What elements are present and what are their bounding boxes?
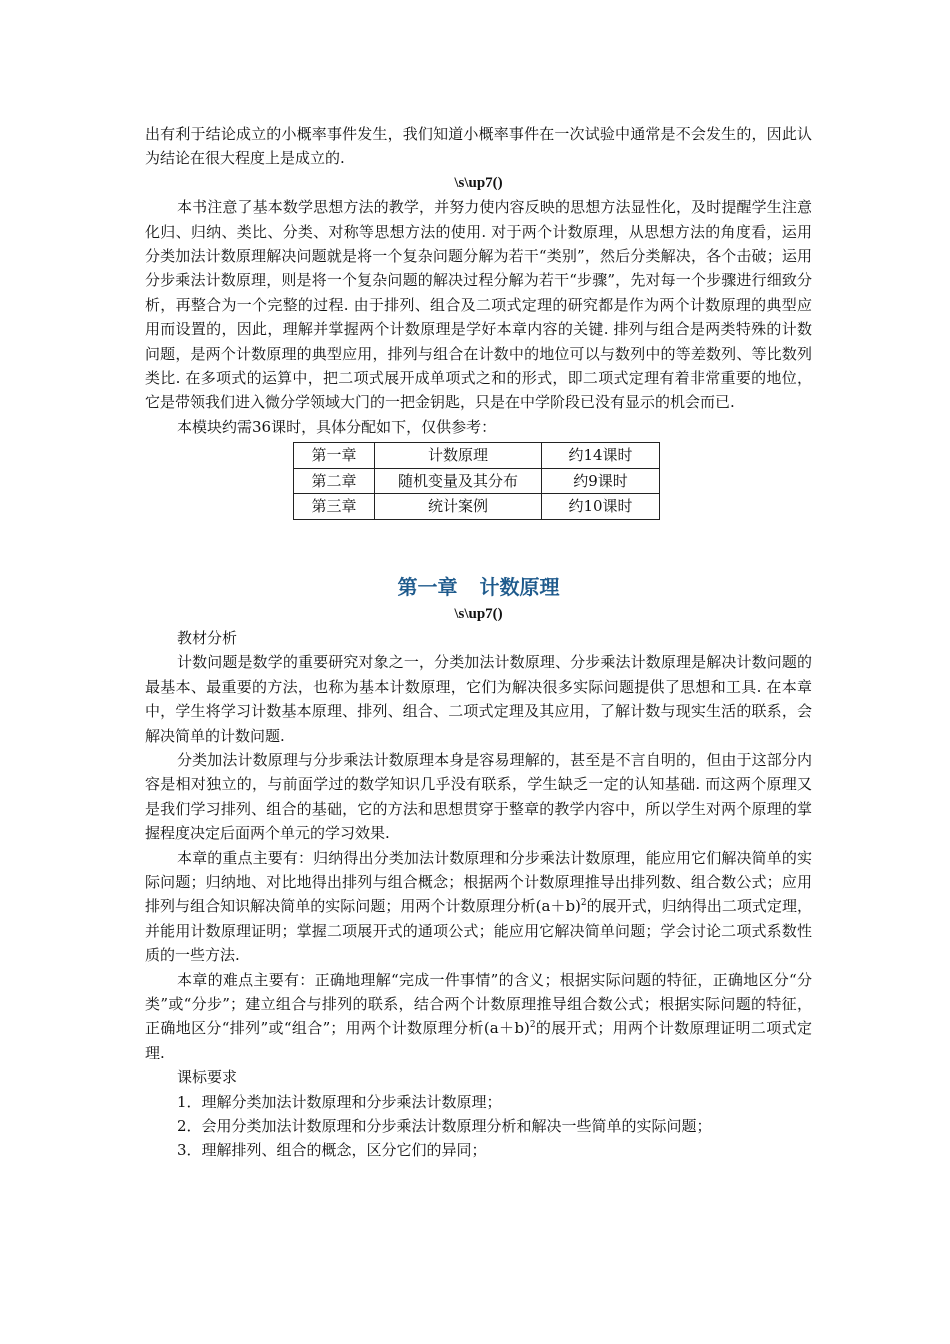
- document-body: [145, 122, 812, 1163]
- table-row: [294, 494, 660, 519]
- chapter-number: 第一章: [397, 574, 458, 599]
- table-row: [294, 468, 660, 493]
- table-cell: 统计案例: [375, 494, 542, 519]
- text-run: 本章的难点主要有：正确地理解“完成一件事情”的含义；根据实际问题的特征，正确地区分“分类”或“分步”；建立组合与排列的联系，结合两个计数原理推导组合数公式；根据实际问题的特征，正确地区分“排列”或“组合”；用两个计数原理分析(a＋b): [145, 970, 812, 1038]
- table-cell: 约9课时: [542, 468, 660, 493]
- section-marker: \s\up7(): [454, 174, 503, 191]
- table-cell: 约14课时: [542, 443, 660, 468]
- requirement-item: 3．理解排列、组合的概念，区分它们的异同；: [177, 1141, 487, 1160]
- intro-paragraph-2: 本书注意了基本数学思想方法的教学，并努力使内容反映的思想方法显性化，及时提醒学生注意化归、归纳、类比、分类、对称等思想方法的使用. 对于两个计数原理，从思想方法的角度看，运用分类加法计数原理解决问题就是将一个复杂问题分解为若干“类别”，然后分类解决，各个击破；运用分步乘法计数原理，则是将一个复杂问题的解决过程分解为若干“步骤”，先对每一个步骤进行细致分析，再整合为一个完整的过程. 由于排列、组合及二项式定理的研究都是作为两个计数原理的典型应用而设置的，因此，理解并掌握两个计数原理是学好本章内容的关键. 排列与组合是两类特殊的计数问题，是两个计数原理的典型应用，排列与组合在计数中的地位可以与数列中的等差数列、等比数列类比. 在多项式的运算中，把二项式展开成单项式之和的形式，即二项式定理有着非常重要的地位，它是带领我们进入微分学领域大门的一把金钥匙，只是在中学阶段已没有显示的机会而已.: [145, 198, 812, 412]
- requirements-heading: 课标要求: [177, 1068, 238, 1087]
- table-cell: 第三章: [294, 494, 375, 519]
- superscript: 2: [580, 898, 587, 909]
- schedule-intro: 本模块约需36课时，具体分配如下，仅供参考：: [177, 417, 497, 436]
- analysis-paragraph-3: [145, 846, 812, 968]
- text-run: 本章的重点主要有：归纳得出分类加法计数原理和分步乘法计数原理，能应用它们解决简单的实际问题；归纳地、对比地得出排列与组合概念；根据两个计数原理推导出排列数、组合数公式；应用排列与组合知识解决简单的实际问题；用两个计数原理分析(a＋b): [145, 848, 812, 916]
- analysis-paragraph-1: 计数问题是数学的重要研究对象之一，分类加法计数原理、分步乘法计数原理是解决计数问题的最基本、最重要的方法，也称为基本计数原理，它们为解决很多实际问题提供了思想和工具. 在本章中，学生将学习计数基本原理、排列、组合、二项式定理及其应用，了解计数与现实生活的联系，会解决简单的计数问题.: [145, 653, 812, 745]
- table-cell: 随机变量及其分布: [375, 468, 542, 493]
- section-marker: \s\up7(): [454, 605, 503, 622]
- schedule-table: [293, 442, 660, 519]
- table-cell: 计数原理: [375, 443, 542, 468]
- requirement-item: 2．会用分类加法计数原理和分步乘法计数原理分析和解决一些简单的实际问题；: [177, 1117, 712, 1136]
- chapter-title: [145, 572, 812, 602]
- analysis-paragraph-2: 分类加法计数原理与分步乘法计数原理本身是容易理解的，甚至是不言自明的，但由于这部分内容是相对独立的，与前面学过的数学知识几乎没有联系，学生缺乏一定的认知基础. 而这两个原理又是我们学习排列、组合的基础，它的方法和思想贯穿于整章的教学内容中，所以学生对两个原理的掌握程度决定后面两个单元的学习效果.: [145, 750, 812, 843]
- text-run: 的展开式，归纳得出二项式定理，并能用计数原理证明；掌握二项展开式的通项公式；能应用它解决简单问题；学会讨论二项式系数性质的一些方法.: [145, 897, 812, 965]
- table-cell: 第二章: [294, 468, 375, 493]
- text-run: 的展开式；用两个计数原理证明二项式定理.: [145, 1019, 812, 1062]
- analysis-heading: 教材分析: [177, 628, 238, 647]
- table-cell: 第一章: [294, 443, 375, 468]
- requirement-item: 1．理解分类加法计数原理和分步乘法计数原理；: [177, 1092, 502, 1111]
- intro-paragraph-1: 出有利于结论成立的小概率事件发生，我们知道小概率事件在一次试验中通常是不会发生的，因此认为结论在很大程度上是成立的.: [145, 125, 812, 168]
- analysis-paragraph-4: [145, 968, 812, 1066]
- chapter-name: 计数原理: [479, 574, 560, 599]
- table-cell: 约10课时: [542, 494, 660, 519]
- table-row: [294, 443, 660, 468]
- superscript: 2: [529, 1020, 536, 1031]
